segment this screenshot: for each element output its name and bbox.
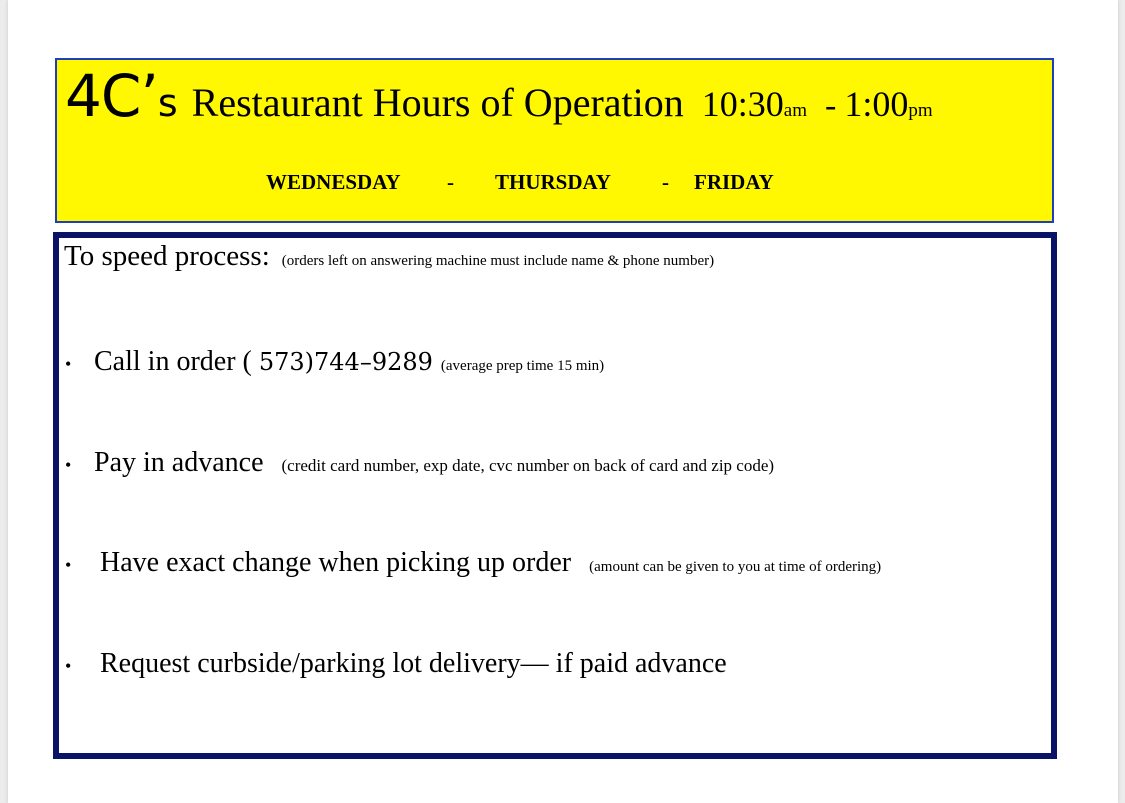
day-separator-2: -	[662, 170, 669, 194]
ordering-info-box	[53, 232, 1057, 759]
day-wednesday: WEDNESDAY	[266, 170, 401, 194]
open-time: 10:30	[701, 84, 784, 124]
item-change-text: Have exact change when picking up order	[100, 547, 572, 578]
hours-header-box	[55, 58, 1054, 223]
restaurant-brand-s: s	[157, 81, 178, 125]
item-call-text: Call in order (	[94, 346, 259, 377]
intro-line	[64, 240, 714, 273]
bullet-icon: •	[65, 455, 72, 475]
item-pay-text: Pay in advance	[94, 447, 264, 478]
item-call-note: (average prep time 15 min)	[440, 358, 605, 374]
day-thursday: THURSDAY	[495, 170, 611, 194]
close-suffix: pm	[908, 100, 933, 121]
hours-title: Restaurant Hours of Operation	[191, 80, 684, 125]
item-pay-note: (credit card number, exp date, cvc number on back of card and zip code)	[281, 456, 775, 475]
day-friday: FRIDAY	[694, 170, 774, 194]
restaurant-brand: 4C’	[65, 62, 158, 130]
bullet-icon: •	[65, 555, 72, 575]
close-time: 1:00	[844, 84, 909, 124]
document-page	[8, 0, 1118, 803]
time-separator: -	[824, 87, 837, 124]
hours-title-line	[65, 62, 933, 130]
item-change-note: (amount can be given to you at time of ordering)	[589, 559, 882, 575]
bullet-icon: •	[65, 354, 72, 374]
open-suffix: am	[783, 100, 807, 121]
item-call-phone: 573)744–9289	[258, 348, 433, 376]
intro-label: To speed process:	[64, 240, 270, 272]
intro-note: (orders left on answering machine must include name & phone number)	[281, 253, 715, 269]
bullet-icon: •	[65, 656, 72, 676]
item-curbside-text: Request curbside/parking lot delivery— if paid advance	[100, 648, 727, 679]
day-separator-1: -	[447, 170, 454, 194]
